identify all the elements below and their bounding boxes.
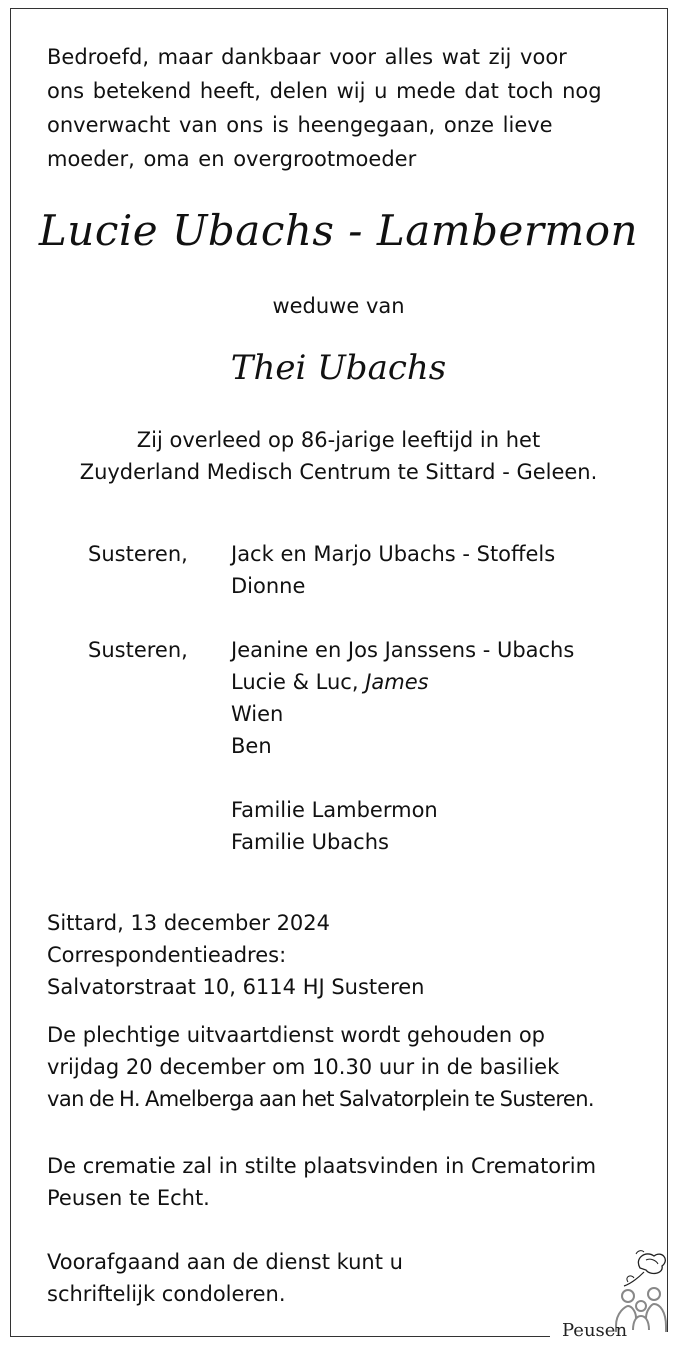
family-place: Susteren,	[88, 638, 188, 662]
intro-line: ons betekend heeft, delen wij u mede dat toch nog	[47, 79, 602, 103]
widow-of-label: weduwe van	[272, 294, 405, 318]
family-place: Susteren,	[88, 542, 188, 566]
family-member-names: Lucie & Luc,	[231, 670, 366, 694]
deceased-name: Lucie Ubachs - Lambermon	[38, 206, 639, 255]
contact-block	[47, 907, 425, 1003]
service-text	[47, 1019, 630, 1115]
cremation-line: De crematie zal in stilte plaatsvinden in Crematorim	[47, 1154, 597, 1178]
family-member-name-italic: James	[365, 670, 429, 694]
cremation-line: Peusen te Echt.	[47, 1186, 210, 1210]
intro-text	[47, 40, 630, 176]
funeral-home-logo-text: Peusen	[562, 1320, 628, 1341]
service-line: vrijdag 20 december om 10.30 uur in de basiliek	[47, 1055, 560, 1079]
condolence-line: Voorafgaand aan de dienst kunt u	[47, 1250, 403, 1274]
service-line: van de H. Amelberga aan het Salvatorplein te Susteren.	[47, 1087, 594, 1111]
intro-line: Bedroefd, maar dankbaar voor alles wat zij voor	[47, 45, 567, 69]
condolence-line: schriftelijk condoleren.	[47, 1282, 286, 1306]
husband-name: Thei Ubachs	[230, 348, 447, 388]
correspondence-address: Salvatorstraat 10, 6114 HJ Susteren	[47, 975, 425, 999]
intro-line: onverwacht van ons is heengegaan, onze lieve	[47, 113, 553, 137]
extended-family-line: Familie Lambermon	[231, 798, 438, 822]
passing-line: Zuyderland Medisch Centrum te Sittard - Geleen.	[79, 460, 598, 484]
family-members	[231, 538, 555, 602]
passing-text	[0, 424, 677, 488]
correspondence-label: Correspondentieadres:	[47, 943, 287, 967]
family-member: Jack en Marjo Ubachs - Stoffels	[231, 542, 556, 566]
extended-family-line: Familie Ubachs	[231, 830, 389, 854]
family-member: Jeanine en Jos Janssens - Ubachs	[231, 638, 575, 662]
family-member	[231, 666, 574, 698]
condolence-text	[47, 1246, 467, 1310]
cremation-text	[47, 1150, 630, 1214]
intro-line: moeder, oma en overgrootmoeder	[47, 147, 417, 171]
family-member: Ben	[231, 734, 272, 758]
extended-family	[231, 794, 438, 858]
family-member: Dionne	[231, 574, 306, 598]
family-member: Wien	[231, 702, 284, 726]
place-date: Sittard, 13 december 2024	[47, 911, 331, 935]
passing-line: Zij overleed op 86-jarige leeftijd in het	[136, 428, 541, 452]
service-line: De plechtige uitvaartdienst wordt gehouden op	[47, 1023, 546, 1047]
family-members	[231, 634, 574, 762]
